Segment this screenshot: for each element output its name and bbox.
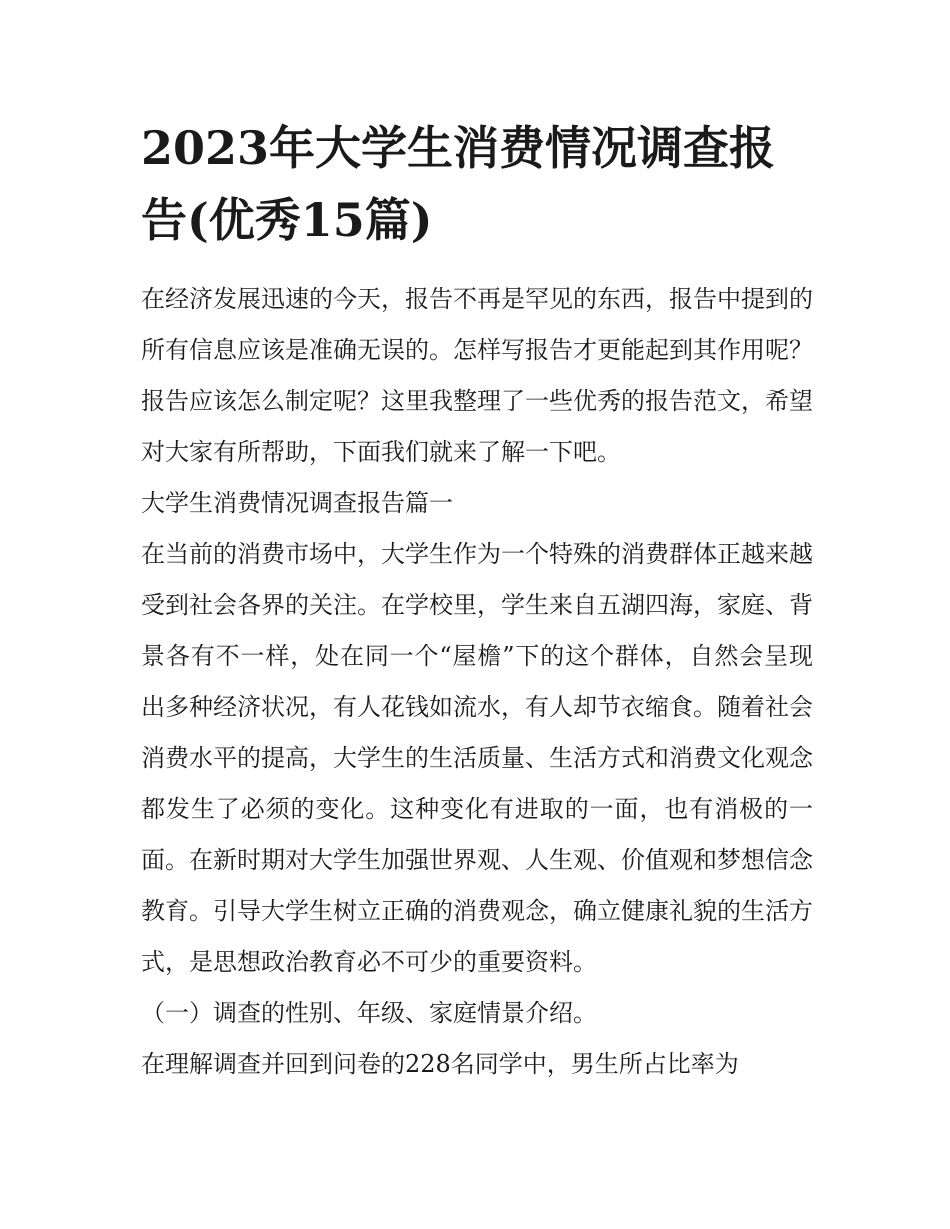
document-page [141,112,813,1090]
document-title: 2023年大学生消费情况调查报告(优秀15篇) [141,121,776,247]
subsection-heading: （一）调查的性别、年级、家庭情景介绍。 [141,999,597,1027]
survey-paragraph: 在理解调查并回到问卷的228名同学中，男生所占比率为 [141,1050,739,1078]
section-heading: 大学生消费情况调查报告篇一 [141,489,453,517]
section-body-paragraph: 在当前的消费市场中，大学生作为一个特殊的消费群体正越来越受到社会各界的关注。在学校里，学生来自五湖四海，家庭、背景各有不一样，处在同一个“屋檐”下的这个群体，自然会呈现出多种经济状况，有人花钱如流水，有人却节衣缩食。随着社会消费水平的提高，大学生的生活质量、生活方式和消费文化观念都发生了必须的变化。这种变化有进取的一面，也有消极的一面。在新时期对大学生加强世界观、人生观、价值观和梦想信念教育。引导大学生树立正确的消费观念，确立健康礼貌的生活方式，是思想政治教育必不可少的重要资料。 [141,540,813,976]
intro-paragraph: 在经济发展迅速的今天，报告不再是罕见的东西，报告中提到的所有信息应该是准确无误的。怎样写报告才更能起到其作用呢？报告应该怎么制定呢？这里我整理了一些优秀的报告范文，希望对大家有所帮助，下面我们就来了解一下吧。 [141,285,813,466]
